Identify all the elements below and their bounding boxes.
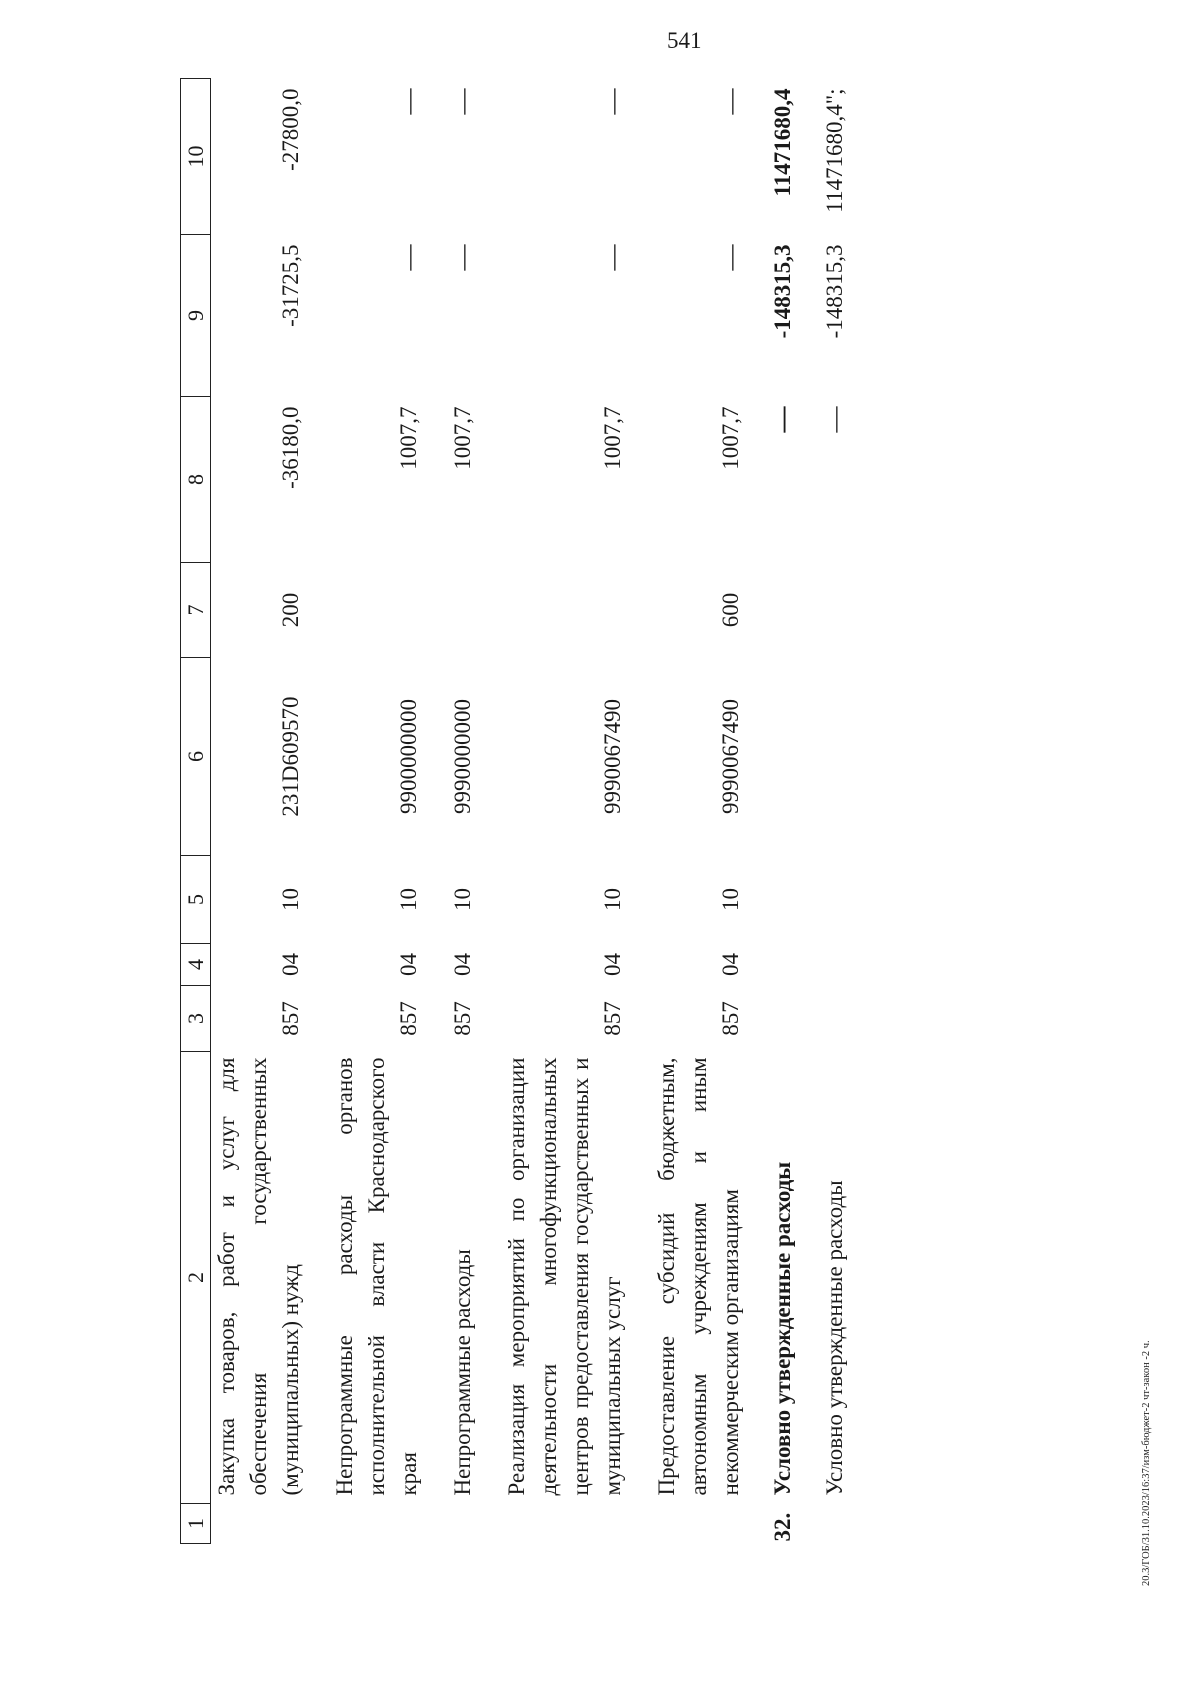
header-cell: 7 — [181, 563, 211, 658]
cell-c6: 9990000000 — [450, 699, 475, 814]
cell-c3 — [799, 986, 851, 1052]
cell-c5: 10 — [450, 888, 475, 911]
cell-c4 — [747, 944, 799, 986]
cell-c7 — [425, 563, 479, 658]
cell-c7 — [479, 563, 629, 658]
cell-c8: — — [768, 406, 797, 433]
header-cell: 1 — [181, 1504, 211, 1544]
cell-c8: -36180,0 — [278, 406, 303, 489]
header-cell: 10 — [181, 79, 211, 235]
table-row — [479, 79, 629, 1544]
table-row — [211, 79, 308, 1544]
row-name: Реализация мероприятий по организации деятельности многофункциональных центров предоставления государственных и муниципальных услуг — [504, 1057, 625, 1496]
cell-c4 — [799, 944, 851, 986]
cell-c10: 11471680,4 — [770, 88, 795, 197]
cell-c6: 9990067490 — [718, 699, 743, 814]
cell-c5: 10 — [278, 888, 303, 911]
cell-c6 — [747, 658, 799, 856]
table-row — [425, 79, 479, 1544]
budget-table — [180, 78, 851, 1544]
cell-c8: 1007,7 — [396, 406, 421, 470]
table-row — [307, 79, 425, 1544]
cell-c7 — [799, 563, 851, 658]
row-name: Условно утвержденные расходы — [770, 1161, 795, 1496]
header-cell: 4 — [181, 944, 211, 986]
cell-c3: 857 — [278, 1001, 303, 1036]
cell-c9: — — [448, 244, 477, 271]
cell-c10: — — [598, 88, 627, 115]
table-row — [629, 79, 747, 1544]
rotated-table-container — [180, 79, 980, 1544]
header-cell: 8 — [181, 397, 211, 563]
row-name: Непрограммные расходы органов исполнительной власти Краснодарского края — [332, 1057, 421, 1496]
cell-c3: 857 — [450, 1001, 475, 1036]
cell-c7: 200 — [278, 592, 303, 628]
row-name: Закупка товаров, работ и услуг для обеспечения государственных (муниципальных) нужд — [214, 1057, 303, 1496]
cell-c8: — — [820, 406, 849, 433]
row-number — [629, 1504, 747, 1544]
cell-c4: 04 — [278, 953, 303, 976]
cell-c3: 857 — [396, 1001, 421, 1036]
row-name: Предоставление субсидий бюджетным, автономным учреждениям и иным некоммерческим организациям — [654, 1057, 743, 1496]
cell-c6: 231D609570 — [278, 696, 303, 817]
cell-c8: 1007,7 — [600, 406, 625, 470]
cell-c9: -148315,3 — [822, 244, 847, 339]
cell-c5: 10 — [396, 888, 421, 911]
row-number — [425, 1504, 479, 1544]
document-footer-code: 20.3/ГОБ/31.10.2023/16:37/изм-бюджет-2 чт-закон -2 ч. — [1141, 1340, 1152, 1586]
table-row — [799, 79, 851, 1544]
cell-c4: 04 — [718, 953, 743, 976]
cell-c7 — [747, 563, 799, 658]
row-name: Условно утвержденные расходы — [822, 1180, 847, 1496]
cell-c9: — — [394, 244, 423, 271]
cell-c6 — [799, 658, 851, 856]
cell-c5 — [799, 856, 851, 944]
header-cell: 5 — [181, 856, 211, 944]
cell-c9: — — [716, 244, 745, 271]
row-number — [479, 1504, 629, 1544]
cell-c7 — [307, 563, 425, 658]
cell-c6: 9900000000 — [396, 699, 421, 814]
cell-c10: 11471680,4"; — [822, 88, 847, 213]
row-number — [799, 1504, 851, 1544]
cell-c5 — [747, 856, 799, 944]
cell-c10: -27800,0 — [278, 88, 303, 171]
cell-c8: 1007,7 — [718, 406, 743, 470]
cell-c4: 04 — [450, 953, 475, 976]
cell-c5: 10 — [600, 888, 625, 911]
cell-c10: — — [716, 88, 745, 115]
cell-c9: — — [598, 244, 627, 271]
cell-c10: — — [394, 88, 423, 115]
header-cell: 3 — [181, 986, 211, 1052]
header-row — [181, 79, 211, 1544]
cell-c9: -31725,5 — [278, 244, 303, 327]
header-cell: 6 — [181, 658, 211, 856]
cell-c3: 857 — [718, 1001, 743, 1036]
cell-c3 — [747, 986, 799, 1052]
cell-c10: — — [448, 88, 477, 115]
header-cell: 9 — [181, 235, 211, 397]
cell-c6: 9990067490 — [600, 699, 625, 814]
cell-c4: 04 — [396, 953, 421, 976]
cell-c5: 10 — [718, 888, 743, 911]
cell-c8: 1007,7 — [450, 406, 475, 470]
row-name: Непрограммные расходы — [450, 1249, 475, 1496]
cell-c3: 857 — [600, 1001, 625, 1036]
cell-c7: 600 — [718, 592, 743, 628]
row-number — [307, 1504, 425, 1544]
header-cell: 2 — [181, 1052, 211, 1504]
cell-c4: 04 — [600, 953, 625, 976]
row-number — [211, 1504, 308, 1544]
table-row-total — [747, 79, 799, 1544]
row-number: 32. — [770, 1512, 795, 1542]
cell-c9: -148315,3 — [770, 244, 795, 339]
page-number: 541 — [667, 28, 702, 53]
